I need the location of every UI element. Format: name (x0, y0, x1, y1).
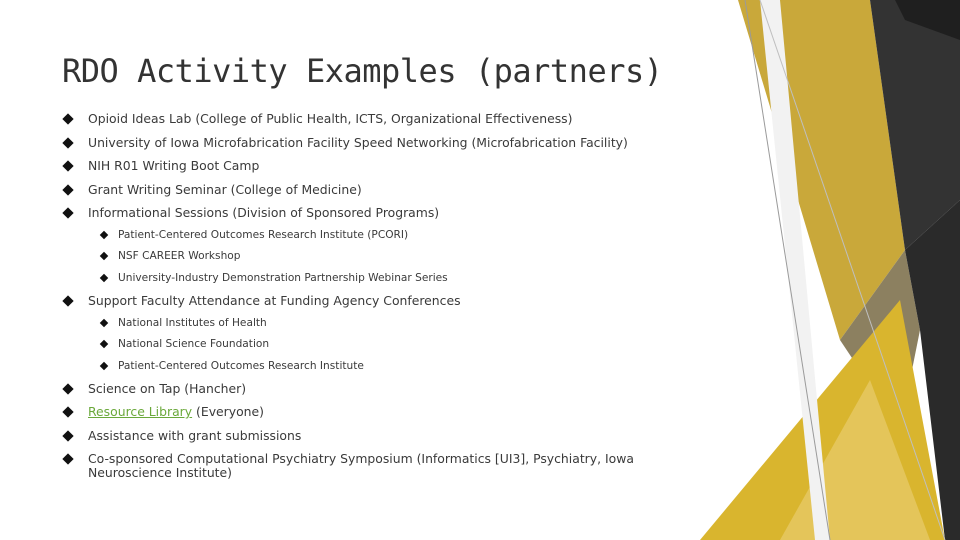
list-item-computational-psychiatry: Co-sponsored Computational Psychiatry Symposium (Informatics [UI3], Psychiatry, Iowa Neuroscience Institute) (88, 451, 634, 480)
sub-item-pcori: Patient-Centered Outcomes Research Institute (PCORI) (118, 229, 409, 241)
resource-library-suffix: (Everyone) (192, 404, 264, 419)
sub-item-nsf: National Science Foundation (118, 338, 270, 350)
sub-item-nsf-career: NSF CAREER Workshop (118, 250, 241, 262)
list-item-support-faculty: Support Faculty Attendance at Funding Agency Conferences (88, 293, 461, 308)
list-item-opioid-ideas-lab: Opioid Ideas Lab (College of Public Health, ICTS, Organizational Effectiveness) (88, 111, 573, 126)
list-item-nih-r01: NIH R01 Writing Boot Camp (88, 158, 260, 173)
list-item-resource-library (88, 405, 264, 419)
sub-item-nih: National Institutes of Health (118, 317, 267, 329)
resource-library-link[interactable]: Resource Library (88, 404, 193, 419)
page-title: RDO Activity Examples (partners) (62, 52, 663, 90)
sub-item-uidp-webinar: University-Industry Demonstration Partnership Webinar Series (118, 272, 448, 284)
sub-item-pcori-full: Patient-Centered Outcomes Research Institute (118, 360, 364, 372)
list-item-informational-sessions: Informational Sessions (Division of Sponsored Programs) (88, 205, 440, 220)
list-item-science-on-tap: Science on Tap (Hancher) (88, 381, 247, 396)
list-item-microfabrication: University of Iowa Microfabrication Facility Speed Networking (Microfabrication Facility) (88, 135, 628, 150)
list-item-grant-writing-seminar: Grant Writing Seminar (College of Medicine) (88, 182, 362, 197)
list-item-grant-submissions: Assistance with grant submissions (88, 428, 302, 443)
